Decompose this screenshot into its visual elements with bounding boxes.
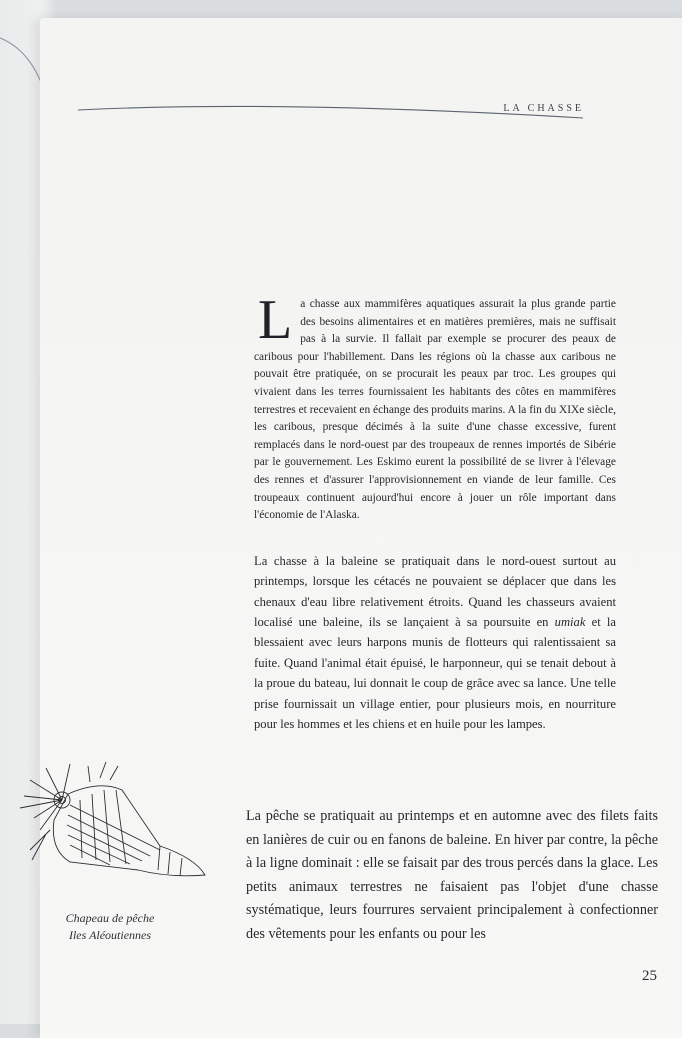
paragraph-1	[254, 289, 616, 525]
caption-line-2: Iles Aléoutiennes	[68, 928, 152, 942]
paragraph-3: La pêche se pratiquait au printemps et en automne avec des filets faits en lanières de cuir ou en fanons de baleine. En hiver par contre, la pêche à la ligne dominait : elle se faisait par des trous percés dans la glace. Les petits animaux terrestres ne faisaient pas l'objet d'une chasse systématique, leurs fourrures servaient principalement à confectionner des vêtements pour les enfants ou pour les	[246, 808, 658, 942]
main-text	[254, 289, 616, 734]
illustration-caption	[40, 910, 180, 944]
running-head: LA CHASSE	[503, 103, 584, 114]
paragraph-1-text: a chasse aux mammifères aquatiques assurait la plus grande partie des besoins alimentaires et en matières premières, mais ne suffisait pas à la survie. Il fallait par exemple se procurer des peaux de caribous pour l'habillement. Dans les régions où la chasse aux caribous ne pouvait être pratiquée, on se procurait les peaux par troc. Les groupes qui vivaient dans les terres fournissaient les habitants des côtes en mammifères terrestres et recevaient en échange des produits marins. A la fin du XIXe siècle, les caribous, presque décimés à la suite d'une chasse excessive, furent remplacés dans le nord-ouest par des troupeaux de rennes importés de Sibérie par le gouvernement. Les Eskimo eurent la possibilité de se livrer à l'élevage des rennes et d'assurer l'approvisionnement en viande de leur famille. Ces troupeaux continuent aujourd'hui encore à jouer un rôle important dans l'économie de l'Alaska.	[254, 298, 616, 522]
paragraph-2-text-b: et la blessaient avec leurs harpons munis de flotteurs qui ralentissaient sa fuite. Quand l'animal était épuisé, le harponneur, qui se tenait debout à la proue du bateau, lui donnait le coup de grâce avec sa lance. Une telle prise fournissait un village entier, pour plusieurs mois, en nourriture pour les hommes et les chiens et en huile pour les lampes.	[254, 614, 616, 731]
paragraph-2-text-a: La chasse à la baleine se pratiquait dans le nord-ouest surtout au printemps, lorsque les cétacés ne pouvaient se déplacer que dans les chenaux d'eau libre relativement étroits. Quand les chasseurs avaient localisé une baleine, ils se lançaient à sa poursuite en	[254, 553, 616, 629]
drop-cap: L	[258, 289, 293, 351]
caption-line-1: Chapeau de pêche	[65, 911, 155, 925]
page-number: 25	[642, 968, 657, 984]
fishing-hat-drawing-icon	[10, 760, 210, 900]
paragraph-2	[254, 551, 616, 735]
paragraph-2-italic: umiak	[554, 614, 586, 629]
